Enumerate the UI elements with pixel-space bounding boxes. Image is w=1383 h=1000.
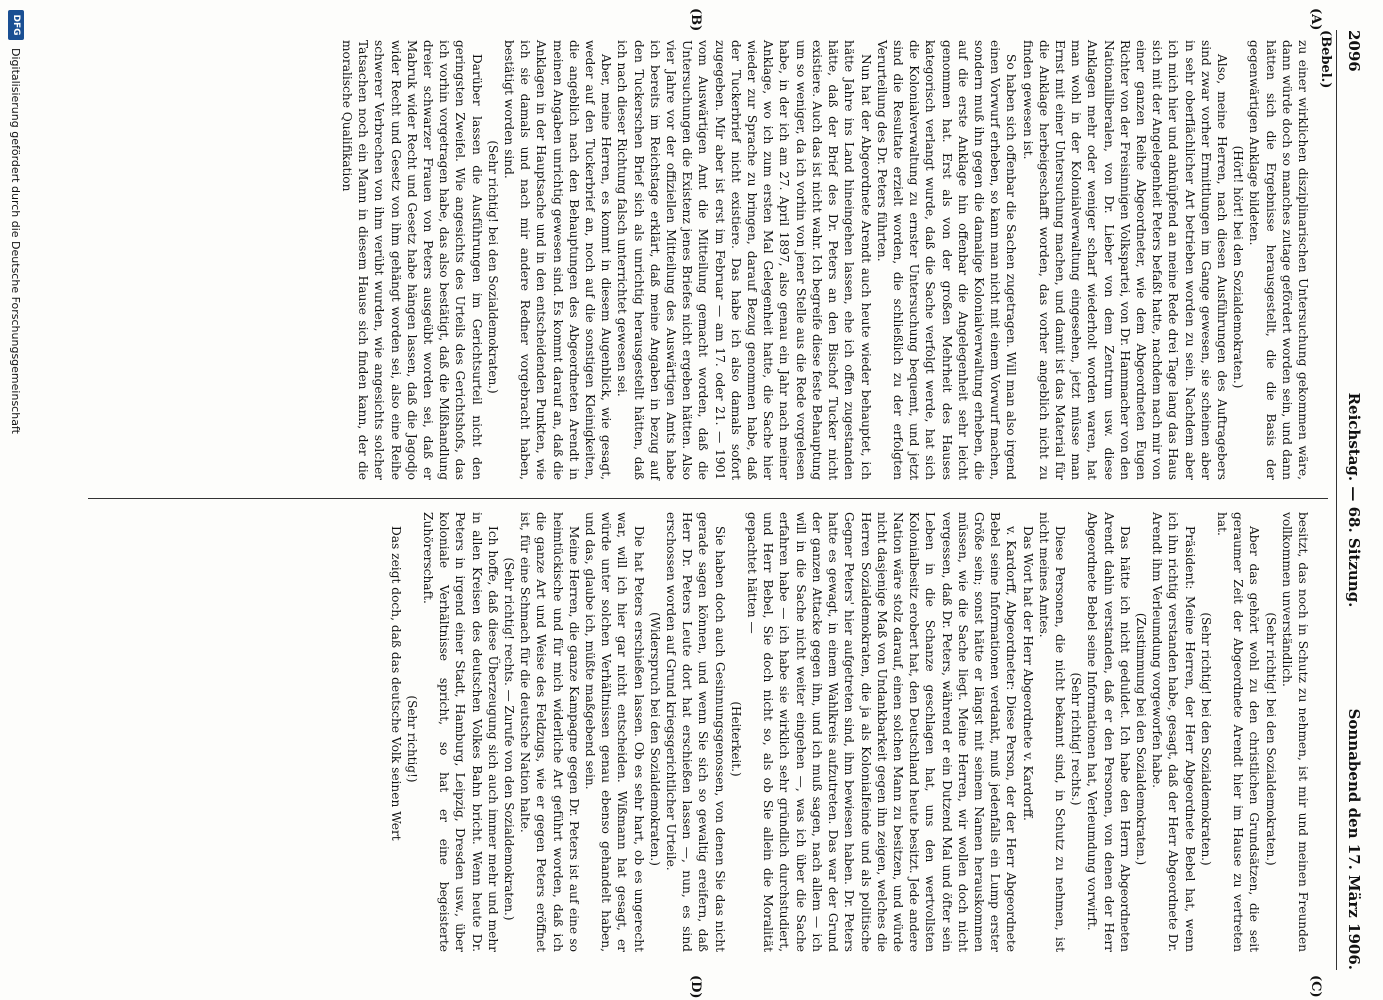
paragraph: zu einer wirklichen disziplinarischen Untersuchung gekommen wäre, dann würde doch so manches zutage gefördert worden sein, und dann hätten sich die Ergebnisse herausgestellt, die die Basis der gegenwärtigen Anklage bildeten.: [1247, 40, 1310, 480]
interjection: (Sehr richtig! rechts.): [1069, 672, 1084, 806]
interjection: (Sehr richtig! bei den Sozialdemokraten.): [485, 140, 500, 394]
interjection: (Zustimmung bei den Sozialdemokraten.): [1133, 612, 1148, 866]
interjection: (Widerspruch bei den Sozialdemokraten.): [647, 612, 662, 866]
interjection: (Sehr richtig! bei den Sozialdemokraten.): [1198, 612, 1213, 866]
page-number: 2096: [1345, 30, 1363, 72]
session-title: Reichstag. — 68. Sitzung.: [1345, 392, 1363, 608]
paragraph: Aber, meine Herren, es kommt in diesem Augenblick, wie gesagt, weder auf den Tuckerbrief an, noch auf die sonstigen Kleinigkeiten, die angeblich nach den Behauptungen des Abgeordneten Arendt in meinen Angaben unrichtig gewesen sind. Es kommt darauf an, daß die Anklagen in der Hauptsache und in den entscheidenden Punkten, wie ich sie damals und nach mir andere Redner vorgebracht haben, bestätigt worden sind.: [502, 40, 614, 480]
paragraph: Die hat Peters erschießen lassen. Ob es sehr hart, ob es ungerecht war, will ich hier gar nicht entscheiden. Wißmann hat gesagt, er würde unter solchen Verhältnissen genau ebenso gehandelt haben, und das, glaube ich, müßte maßgebend sein.: [583, 512, 646, 952]
margin-marker-a: (A): [1308, 8, 1323, 31]
paragraph: Das zeigt doch, daß das deutsche Volk seinen Wert: [388, 526, 403, 841]
paragraph: Sie haben doch auch Gesinnungsgenossen, von denen Sie das nicht gerade sagen können, und wenn Sie sich so gewaltig ereifern, daß Herr Dr. Peters Leute dort hat erschießen lassen —, nun, es sind erschossen worden auf Grund kriegsgerichtlicher Urteile.: [664, 512, 727, 952]
interjection: (Sehr richtig!): [404, 695, 419, 783]
paragraph: Diese Personen, die nicht bekannt sind, in Schutz zu nehmen, ist nicht meines Amtes.: [1036, 512, 1067, 952]
interjection: (Hört! hört! bei den Sozialdemokraten.): [1231, 145, 1246, 389]
dfg-logo: DFG: [8, 10, 24, 40]
paragraph: Aber das gehört wohl zu den christlichen Grundsätzen, die seit geraumer Zeit der Abgeordnete Arendt hier im Hause zu vertreten hat.: [1214, 512, 1262, 952]
funding-footer: [0, 0, 30, 1000]
speaker-label: (Bebel.): [1318, 30, 1333, 89]
paragraph: Das hätte ich nicht geduldet. Ich habe den Herrn Abgeordneten Arendt dahin verstanden, daß er den Personen, von denen der Herr Abgeordnete Bebel seine Informationen hat, Verleumdung vorwirft.: [1085, 512, 1132, 952]
paragraph: v. Kardorff, Abgeordneter: Diese Person, der der Herr Abgeordnete Bebel seine Informationen verdankt, muß jedenfalls ein Lump erster Größe sein; sonst hätte er längst mit seinem Namen herauskommen müssen, wie die Sache liegt. Meine Herren, wir wollen doch nicht vergessen, daß Dr. Peters, während er ein Dutzend Mal und öfter sein Leben in die Schanze geschlagen hat, uns den wertvollsten Kolonialbesitz erobert hat, den Deutschland heute besitzt. Jede andere Nation wäre stolz darauf, einen solchen Mann zu besitzen, und würde nicht dasjenige Maß von Undankbarkeit gegen ihn zeigen, welches die Herren Sozialdemokraten, die ja als Kolonialfeinde und als politische Gegner Peters' hier aufgetreten sind, ihm bewiesen haben. Dr. Peters hatte es gewagt, in einem Wahlkreis aufzutreten. Das war der Grund der ganzen Attacke gegen ihn, und ich muß sagen, nach allem — ich will in die Sache nicht weiter eingehen —, was ich über die Sache erfahren habe — ich habe sie wirklich sehr gründlich durchstudiert, und Herr Bebel, Sie doch nicht so, als ob Sie allein die Moralität gepachtet hätten —: [745, 512, 1019, 952]
session-date: Sonnabend den 17. März 1906.: [1345, 708, 1363, 970]
margin-marker-b: (B): [688, 8, 703, 32]
page-header: [1337, 30, 1363, 970]
funding-note: Digitalisierung gefördert durch die Deutsche Forschungsgemeinschaft: [9, 48, 22, 434]
right-column: [387, 512, 1311, 952]
paragraph: Darüber lassen die Ausführungen im Gerichtsurteil nicht den geringsten Zweifel. Wie angesichts des Urteils des Gerichtshofs, das ich vorhin vorgetragen habe, das also bestätigt, daß die Mißhandlung dreier schwarzer Frauen von Peters ausgeübt worden sei, daß er Mabruk wider Recht und Gesetz habe hängen lassen, daß die Jagodjo wider Recht und Gesetz von ihm gehängt worden sei, also eine Reihe schwerer Verbrechen von ihm verübt wurden, wie angesichts solcher Tatsachen noch ein Mann in diesem Hause sich finden kann, der die moralische Qualifikation: [340, 40, 484, 480]
paragraph: Meine Herren, die ganze Kampagne gegen Dr. Peters ist auf eine so heimtückische und für mich widerliche Art geführt worden, daß ich die ganze Art und Weise des Feldzugs, wie er gegen Peters eröffnet ist, für eine Schmach für die deutsche Nation halte.: [518, 512, 581, 952]
margin-marker-d: (D): [688, 975, 703, 999]
interjection: (Sehr richtig! rechts. — Zurufe von den Sozialdemokraten.): [502, 557, 517, 921]
paragraph: Präsident: Meine Herren, der Herr Abgeordnete Bebel hat, wenn ich ihn richtig verstanden habe, gesagt, daß der Herr Abgeordnete Dr. Arendt ihm Verleumdung vorgeworfen habe.: [1150, 512, 1197, 952]
column-divider: [88, 498, 1328, 499]
paragraph: So haben sich offenbar die Sachen zugetragen. Will man also irgend einen Vorwurf erheben, so kann man nicht mit einem Vorwurf machen, sondern muß ihn gegen die damalige Kolonialverwaltung erheben, die auf die erste Anklage hin offenbar die Angelegenheit sehr leicht genommen hat. Erst als von der großen Mehrheit des Hauses kategorisch verlangt wurde, daß die Sache verfolgt werde, hat sich die Kolonialverwaltung zu ernster Untersuchung bequemt, und jetzt sind die Resultate erzielt worden, die schließlich zu der erfolgten Verurteilung des Dr. Peters führten.: [874, 40, 1019, 480]
paragraph: besitzt, das noch in Schutz zu nehmen, ist mir und meinen Freunden vollkommen unverständlich.: [1279, 512, 1310, 952]
paragraph: Das Wort hat der Herr Abgeordnete v. Kardorff.: [1020, 526, 1035, 821]
left-column: [339, 40, 1311, 480]
paragraph: Ich hoffe, daß diese Überzeugung sich auch immer mehr und mehr in allen Kreisen des deutschen Volkes Bahn bricht. Wenn heute Dr. Peters in irgend einer Stadt, Hamburg, Leipzig, Dresden usw., über koloniale Verhältnisse spricht, so hat er eine begeisterte Zuhörerschaft.: [421, 512, 500, 952]
paragraph: Nun hat der Abgeordnete Arendt auch heute wieder behauptet, ich hätte Jahre ins Land hineingehen lassen, ehe ich offen zugestanden hätte, daß der Brief des Dr. Peters an den Bischof Tucker nicht existiere. Auch das ist nicht wahr. Ich begreife diese feste Behauptung um so weniger, da ich vorhin von jener Stelle aus die Rede vorgelesen habe, in der ich am 27. April 1897, also genau ein Jahr nach meiner Anklage, wo ich zum ersten Mal Gelegenheit hatte, die Sache hier wieder zur Sprache zu bringen, darauf Bezug genommen habe, daß der Tuckerbrief nicht existiere. Das habe ich also damals sofort zugegeben. Mir aber ist erst im Februar — am 17. oder 21. — 1901 vom Auswärtigen Amt die Mitteilung gemacht worden, daß die Untersuchungen die Existenz jenes Briefes nicht ergeben hätten. Also vier Jahre vor der offiziellen Mitteilung des Auswärtigen Amts habe ich bereits im Reichstage erklärt, daß meine Angaben in bezug auf den Tuckerschen Brief sich als unrichtig herausgestellt hätten, daß ich nach dieser Richtung falsch unterrichtet gewesen sei.: [615, 40, 873, 480]
interjection: (Sehr richtig! bei den Sozialdemokraten.): [1263, 612, 1278, 866]
margin-marker-c: (C): [1308, 975, 1323, 998]
interjection: (Heiterkeit.): [728, 701, 743, 777]
header-rule: [1336, 30, 1337, 970]
paragraph: Also, meine Herren, nach diesen Ausführungen des Auftragebers sind zwar vorher Ermittlungen im Gange gewesen, sie scheinen aber in sehr oberflächlicher Art betrieben worden zu sein. Nachdem aber ich mich hier und anknüpfend an meine Rede drei Tage lang das Haus sich mit der Angelegenheit Peters befaßt hatte, nachdem nach mir von einer ganzen Reihe Abgeordneter, wie dem Abgeordneten Eugen Richter von der Freisinnigen Volkspartei, von Dr. Hammacher von den Nationalliberalen, von Dr. Lieber von dem Zentrum usw. diese Anklagen mehr oder weniger scharf wiederholt worden waren, hat man wohl in der Kolonialverwaltung eingesehen, jetzt müsse man Ernst mit einer Untersuchung machen, und damit ist das Material für die Anklage herbeigeschafft worden, das vorher angeblich nicht zu finden gewesen ist.: [1020, 40, 1229, 480]
